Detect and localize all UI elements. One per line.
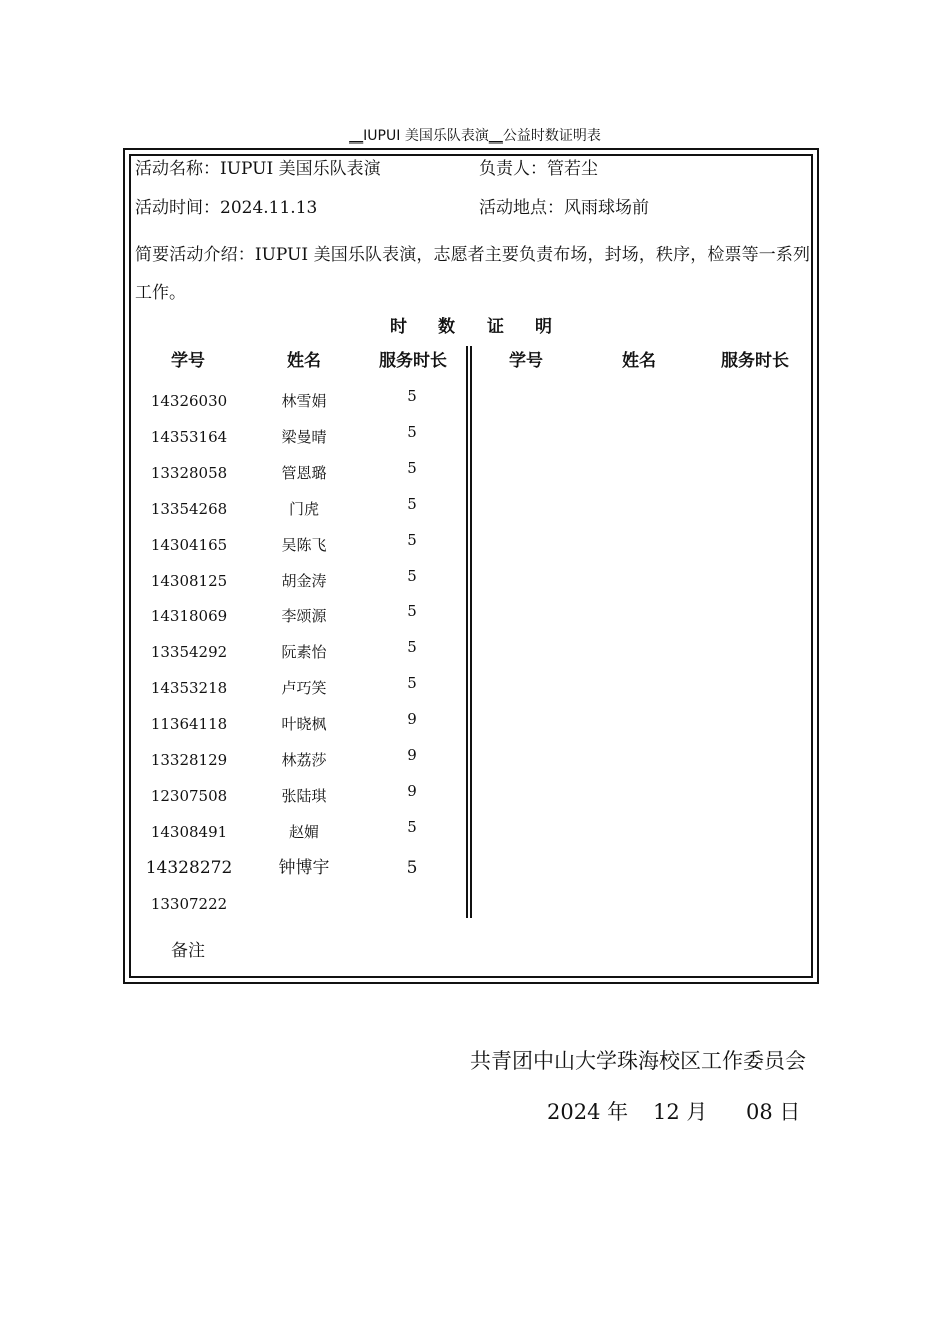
right-header-id: 学号 [509,351,543,371]
activity-place-label: 活动地点： [479,198,564,218]
row-student-id: 14326030 [150,392,228,410]
row-student-name: 梁曼晴 [281,428,327,446]
row-service-hours: 5 [407,459,417,477]
date-day-unit: 日 [779,1100,801,1124]
activity-place-value: 风雨球场前 [564,198,649,218]
activity-time-label: 活动时间： [135,198,220,218]
row-student-id: 14318069 [150,607,228,625]
row-student-id: 12307508 [150,787,228,805]
left-header-name: 姓名 [287,351,321,371]
date-year [547,1098,628,1126]
column-divider [466,346,472,918]
row-student-name: 林雪娟 [281,392,327,410]
row-student-name: 林荔莎 [281,751,327,769]
row-student-id: 14353218 [150,679,228,697]
cert-title-char-1: 时 [390,317,407,337]
row-service-hours: 5 [407,602,417,620]
row-student-name: 卢巧笑 [281,679,327,697]
left-header-hours: 服务时长 [379,351,447,371]
title-suffix: 公益时数证明表 [502,128,601,144]
activity-name-label: 活动名称： [135,159,220,179]
owner-line [479,158,598,180]
activity-name-line [135,158,381,180]
row-student-id: 13307222 [150,895,228,913]
row-student-id: 14308125 [150,572,228,590]
activity-intro: 简要活动介绍：IUPUI 美国乐队表演，志愿者主要负责布场，封场，秩序，检票等一系列工作。 [135,245,810,303]
document-title [0,126,950,146]
row-student-name: 管恩璐 [281,464,327,482]
date-year-unit: 年 [607,1100,629,1124]
owner-value: 管若尘 [547,159,598,179]
activity-time-line [135,197,317,219]
row-student-id: 13328058 [150,464,228,482]
row-service-hours: 5 [407,818,417,836]
row-student-name: 钟博宇 [278,858,330,878]
remark-label: 备注 [171,941,205,961]
date-year-value: 2024 [547,1100,601,1124]
activity-time-value: 2024.11.13 [220,198,318,218]
cert-title-char-3: 证 [487,317,504,337]
row-student-id: 14304165 [150,536,228,554]
row-student-id: 13328129 [150,751,228,769]
row-service-hours: 5 [407,387,417,405]
row-student-name: 赵媚 [288,823,319,841]
row-service-hours: 5 [407,674,417,692]
organization-name: 共青团中山大学珠海校区工作委员会 [470,1049,806,1073]
row-student-name: 门虎 [288,500,319,518]
right-header-hours: 服务时长 [721,351,789,371]
activity-place-line [479,197,649,219]
date-month-value: 12 [653,1100,680,1124]
row-student-name: 吴陈飞 [281,536,327,554]
activity-name-value: IUPUI 美国乐队表演 [220,159,381,179]
row-student-name: 胡金涛 [281,572,327,590]
row-student-id: 14328272 [145,858,233,878]
row-service-hours: 9 [407,782,417,800]
row-student-name: 叶晓枫 [281,715,327,733]
title-activity: IUPUI 美国乐队表演 [363,128,489,144]
row-student-id: 13354292 [150,643,228,661]
row-student-name: 张陆琪 [281,787,327,805]
row-student-id: 11364118 [150,715,228,733]
owner-label: 负责人： [479,159,547,179]
row-student-id: 14308491 [150,823,228,841]
row-service-hours: 5 [407,423,417,441]
row-service-hours: 5 [407,495,417,513]
row-service-hours: 5 [406,858,418,878]
date-month-unit: 月 [686,1100,708,1124]
row-student-name: 李颂源 [281,607,327,625]
date-month [653,1098,707,1126]
row-student-id: 13354268 [150,500,228,518]
right-header-name: 姓名 [622,351,656,371]
title-blank-right: __ [488,128,503,144]
date-day [746,1098,800,1126]
row-service-hours: 5 [407,531,417,549]
row-student-id: 14353164 [150,428,228,446]
row-service-hours: 9 [407,710,417,728]
row-service-hours: 5 [407,638,417,656]
left-header-id: 学号 [171,351,205,371]
cert-title-char-2: 数 [438,317,455,337]
row-service-hours: 9 [407,746,417,764]
row-student-name: 阮素怡 [281,643,327,661]
cert-title-char-4: 明 [535,317,552,337]
title-blank-left: __ [349,128,364,144]
date-day-value: 08 [746,1100,773,1124]
row-service-hours: 5 [407,567,417,585]
